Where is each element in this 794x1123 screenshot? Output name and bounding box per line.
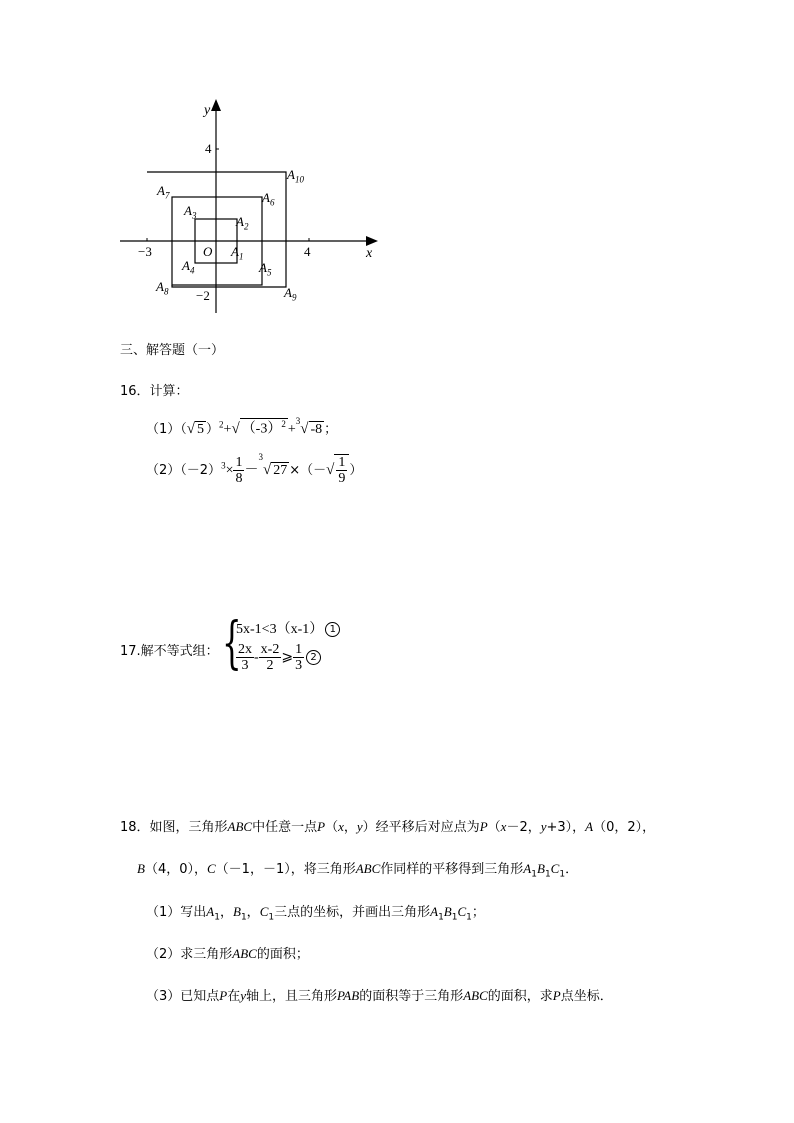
q17-line1: 5x-1<3（x-1） 1	[236, 618, 340, 638]
q18-part2: （2）求三角形ABC的面积；	[146, 946, 309, 962]
point-a10: $A_{10}$	[287, 167, 304, 185]
q16-part1: （1）（√ 5 ）$^2$+√ $(-3)^2 +^3√$ -8 ；	[146, 416, 338, 437]
point-a2: $A_2$	[236, 214, 249, 232]
tick-y-top: 4	[205, 141, 212, 156]
point-a5: $A_5$	[259, 260, 272, 278]
q17-brace: {	[222, 611, 242, 676]
q18-part3: （3）已知点P在y轴上，且三角形PAB的面积等于三角形ABC的面积，求P点坐标．	[146, 988, 613, 1004]
point-a8: $A_8$	[156, 279, 169, 297]
tick-x-right: 4	[304, 244, 311, 259]
q17-title: 17.解不等式组：	[120, 644, 219, 659]
axis-y-label: y	[204, 103, 211, 118]
point-a4: $A_4$	[182, 258, 195, 276]
q18-line2: B（4，0），C（－1，－1），将三角形ABC作同样的平移得到三角形$A_1B_1C_1$．	[137, 861, 579, 880]
point-a7: $A_7$	[157, 183, 170, 201]
q17-line2: $\frac{2x}{3}$ - $\frac{x-2}{2}$ ⩾ $\frac{1}{3}$ 2	[236, 642, 321, 674]
q16-part2: $(2)(-2)^3\times$ $\frac{1}{8}$ －$^3$√ 27 ×（－√ $\frac{1}{9}$ ）	[146, 452, 363, 487]
coordinate-figure	[100, 95, 400, 325]
axis-x-label: x	[366, 246, 373, 261]
point-a3: $A_3$	[184, 203, 197, 221]
point-a1: $A_1$	[231, 244, 244, 262]
q18-line1: 18．如图，三角形ABC中任意一点P（x，y）经平移后对应点为P（x－2，y+3），A（0，2），	[120, 819, 656, 835]
section-title: 三、解答题（一）	[120, 343, 225, 358]
tick-y-bottom: −2	[196, 288, 210, 303]
q18-part1: （1）写出$A_1$，$B_1$，$C_1$三点的坐标，并画出三角形$A_1B_1C_1$；	[146, 904, 485, 923]
point-a6: $A_6$	[262, 190, 275, 208]
x-axis-arrow	[366, 236, 378, 246]
y-axis-arrow	[211, 99, 221, 111]
tick-x-left: −3	[138, 244, 152, 259]
point-a9: $A_9$	[284, 285, 297, 303]
q16-title: 16．计算：	[120, 384, 189, 399]
origin-label: O	[203, 244, 213, 259]
